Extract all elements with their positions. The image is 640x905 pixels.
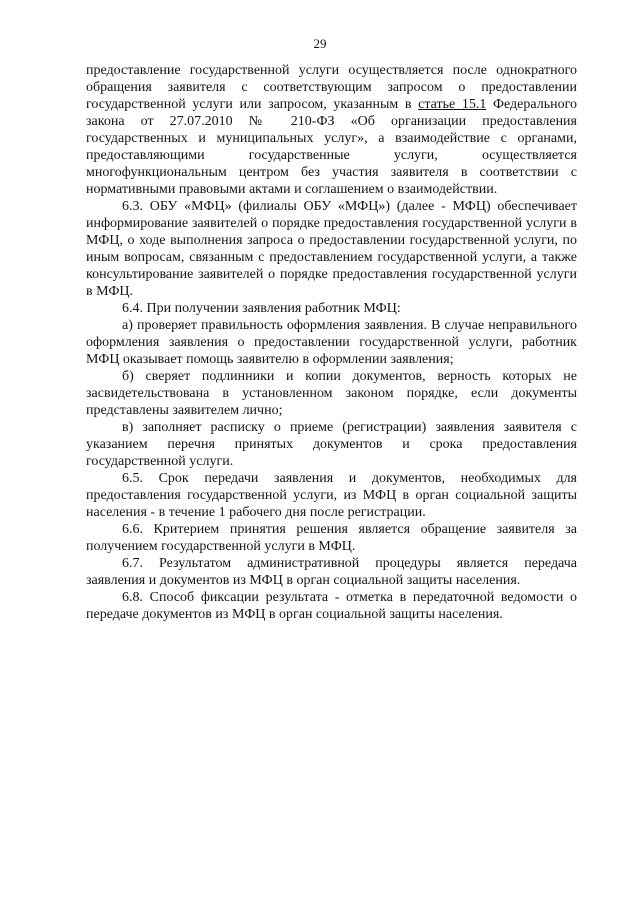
paragraph-6-5: 6.5. Срок передачи заявления и документов, необходимых для предоставления государственной услуги, из МФЦ в орган социальной защиты населения - в течение 1 рабочего дня после регистрации.: [86, 471, 577, 520]
paragraph-continuation: [86, 62, 577, 198]
paragraph-text: предоставление государственной услуги осуществляется после однократного обращения заявителя с соответствующим запросом о предоставлении государственной услуги или запросом, указанным в: [86, 63, 577, 112]
page-number: 29: [313, 36, 327, 51]
article-reference-link[interactable]: статье 15.1: [418, 97, 487, 112]
paragraph-text: Федерального закона от 27.07.2010 № 210-ФЗ «Об организации предоставления государственных и муниципальных услуг», а взаимодействие с органами, предоставляющими государственные услуги, осуществляется многофункциональным центром без участия заявителя в соответствии с нормативными правовыми актами и соглашением о взаимодействии.: [86, 97, 577, 197]
list-item-b: б) сверяет подлинники и копии документов, верность которых не засвидетельствована в установленном законом порядке, если документы представлены заявителем лично;: [86, 369, 577, 418]
paragraph-6-3: 6.3. ОБУ «МФЦ» (филиалы ОБУ «МФЦ») (далее - МФЦ) обеспечивает информирование заявителей о порядке предоставления государственной услуги в МФЦ, о ходе выполнения запроса о предоставлении государственной услуги, по иным вопросам, связанным с предоставлением государственной услуги, а также консультирование заявителей о порядке предоставления государственной услуги в МФЦ.: [86, 199, 577, 299]
paragraph-6-8: 6.8. Способ фиксации результата - отметка в передаточной ведомости о передаче документов из МФЦ в орган социальной защиты населения.: [86, 590, 577, 622]
list-item-a: а) проверяет правильность оформления заявления. В случае неправильного оформления заявления о предоставлении государственной услуги, работник МФЦ оказывает помощь заявителю в оформлении заявления;: [86, 318, 577, 367]
paragraph-6-7: 6.7. Результатом административной процедуры является передача заявления и документов из МФЦ в орган социальной защиты населения.: [86, 556, 577, 588]
paragraph-6-4: 6.4. При получении заявления работник МФЦ:: [122, 301, 401, 316]
paragraph-6-6: 6.6. Критерием принятия решения является обращение заявителя за получением государственной услуги в МФЦ.: [86, 522, 577, 554]
document-body: [86, 62, 577, 623]
list-item-v: в) заполняет расписку о приеме (регистрации) заявления заявителя с указанием перечня принятых документов и срока предоставления государственной услуги.: [86, 420, 577, 469]
